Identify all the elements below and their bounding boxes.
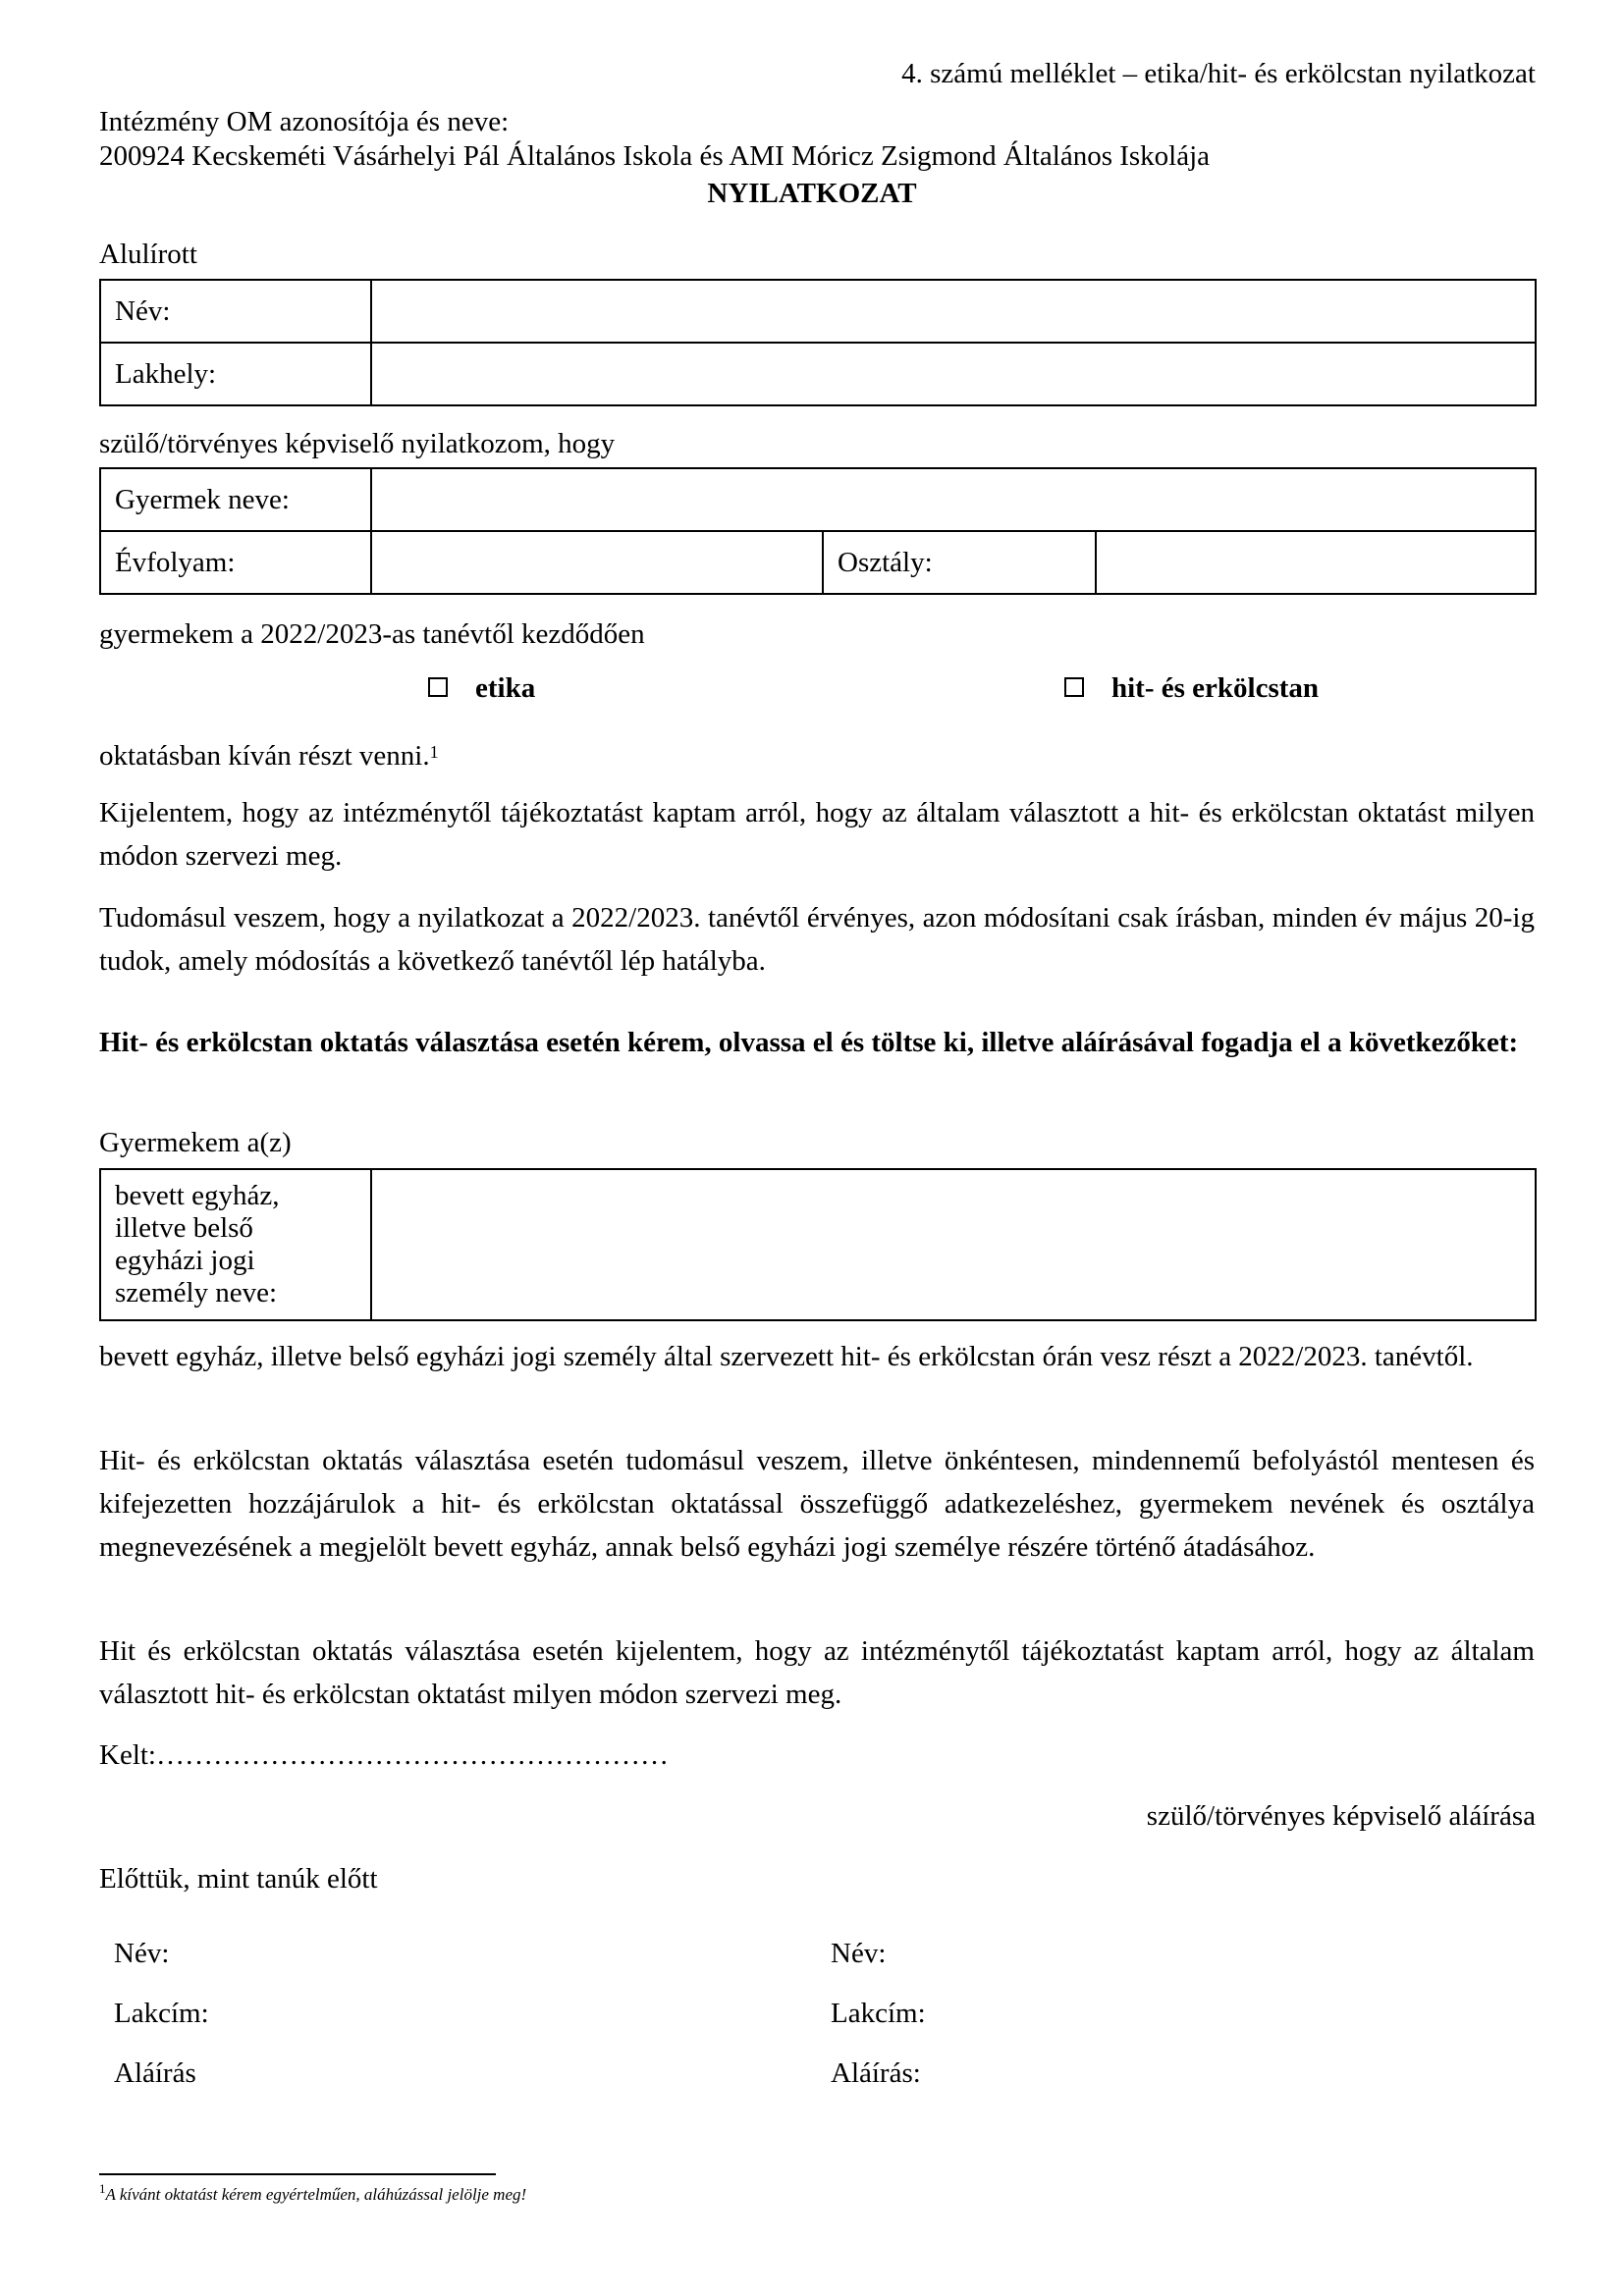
church-field[interactable] (371, 1169, 1536, 1320)
institution-name: 200924 Kecskeméti Vásárhelyi Pál Általános Iskola és AMI Móricz Zsigmond Általános Iskolája (99, 140, 1211, 172)
paragraph-validity: Tudomásul veszem, hogy a nyilatkozat a 2022/2023. tanévtől érvényes, azon módosítani csak írásban, minden év május 20-ig tudok, amely módosítás a következő tanévtől lép hatályba. (99, 902, 1535, 977)
footnote (99, 2181, 527, 2205)
church-table (99, 1168, 1537, 1321)
witness-right-name: Név: (831, 1938, 887, 1969)
signatory-intro: Alulírott (99, 239, 197, 270)
witness-left-address: Lakcím: (114, 1998, 209, 2029)
church-label-line: egyházi jogi (115, 1245, 255, 1276)
class-label: Osztály: (823, 531, 1096, 594)
choice-lead: gyermekem a 2022/2023-as tanévtől kezdődően (99, 618, 645, 650)
grade-field[interactable] (371, 531, 823, 594)
grade-label: Évfolyam: (100, 531, 371, 594)
witness-left-signature: Aláírás (114, 2057, 196, 2089)
religion-checkbox[interactable] (1064, 677, 1084, 697)
church-label (100, 1169, 371, 1320)
choice-tail-text: oktatásban kíván részt venni. (99, 740, 430, 772)
date-line[interactable]: Kelt:……………………………………………… (99, 1739, 669, 1771)
witness-right-signature: Aláírás: (831, 2057, 921, 2089)
witness-intro: Előttük, mint tanúk előtt (99, 1863, 378, 1895)
religion-notice: Hit- és erkölcstan oktatás választása esetén kérem, olvassa el és töltse ki, illetve aláírásával fogadja el a következőket: (99, 1027, 1519, 1058)
paragraph-consent: Hit- és erkölcstan oktatás választása esetén tudomásul veszem, illetve önkéntesen, mindennemű befolyástól mentesen és kifejezetten hozzájárulok a hit- és erkölcstan oktatással összefüggő adatkezeléshez, gyermekem nevének és osztálya megnevezésének a megjelölt bevett egyház, annak belső egyházi jogi személye részére történő átadásához. (99, 1445, 1535, 1563)
footnote-text: A kívánt oktatást kérem egyértelműen, aláhúzással jelölje meg! (105, 2185, 527, 2204)
church-after: bevett egyház, illetve belső egyházi jogi személy által szervezett hit- és erkölcstan órán vesz részt a 2022/2023. tanévtől. (99, 1341, 1474, 1372)
ethics-checkbox[interactable] (428, 677, 448, 697)
choice-tail (99, 738, 439, 774)
paragraph-information: Kijelentem, hogy az intézménytől tájékoztatást kaptam arról, hogy az általam választott a hit- és erkölcstan oktatást milyen módon szervezi meg. (99, 797, 1535, 872)
witness-right-address: Lakcím: (831, 1998, 926, 2029)
name-label: Név: (100, 280, 371, 343)
annex-label: 4. számú melléklet – etika/hit- és erkölcstan nyilatkozat (901, 58, 1536, 89)
option-religion[interactable] (1064, 670, 1319, 706)
church-lead: Gyermekem a(z) (99, 1127, 292, 1158)
class-field[interactable] (1096, 531, 1536, 594)
child-table (99, 467, 1537, 595)
address-field[interactable] (371, 343, 1536, 405)
signer-caption: szülő/törvényes képviselő aláírása (1146, 1800, 1536, 1832)
signatory-table (99, 279, 1537, 406)
institution-label: Intézmény OM azonosítója és neve: (99, 106, 510, 137)
footnote-separator (99, 2173, 496, 2175)
document-title: NYILATKOZAT (707, 178, 917, 209)
signatory-role: szülő/törvényes képviselő nyilatkozom, hogy (99, 428, 616, 459)
church-label-line: illetve belső (115, 1212, 253, 1244)
religion-label: hit- és erkölcstan (1111, 672, 1320, 704)
witness-left-name: Név: (114, 1938, 170, 1969)
ethics-label: etika (475, 672, 536, 704)
name-field[interactable] (371, 280, 1536, 343)
paragraph-declaration: Hit és erkölcstan oktatás választása esetén kijelentem, hogy az intézménytől tájékoztatást kaptam arról, hogy az általam választott hit- és erkölcstan oktatást milyen módon szervezi meg. (99, 1635, 1535, 1710)
church-label-line: bevett egyház, (115, 1180, 280, 1211)
option-ethics[interactable] (428, 670, 535, 706)
address-label: Lakhely: (100, 343, 371, 405)
footnote-mark: 1 (99, 2181, 106, 2196)
child-name-field[interactable] (371, 468, 1536, 531)
child-name-label: Gyermek neve: (100, 468, 371, 531)
church-label-line: személy neve: (115, 1277, 278, 1308)
footnote-ref: 1 (429, 742, 439, 762)
